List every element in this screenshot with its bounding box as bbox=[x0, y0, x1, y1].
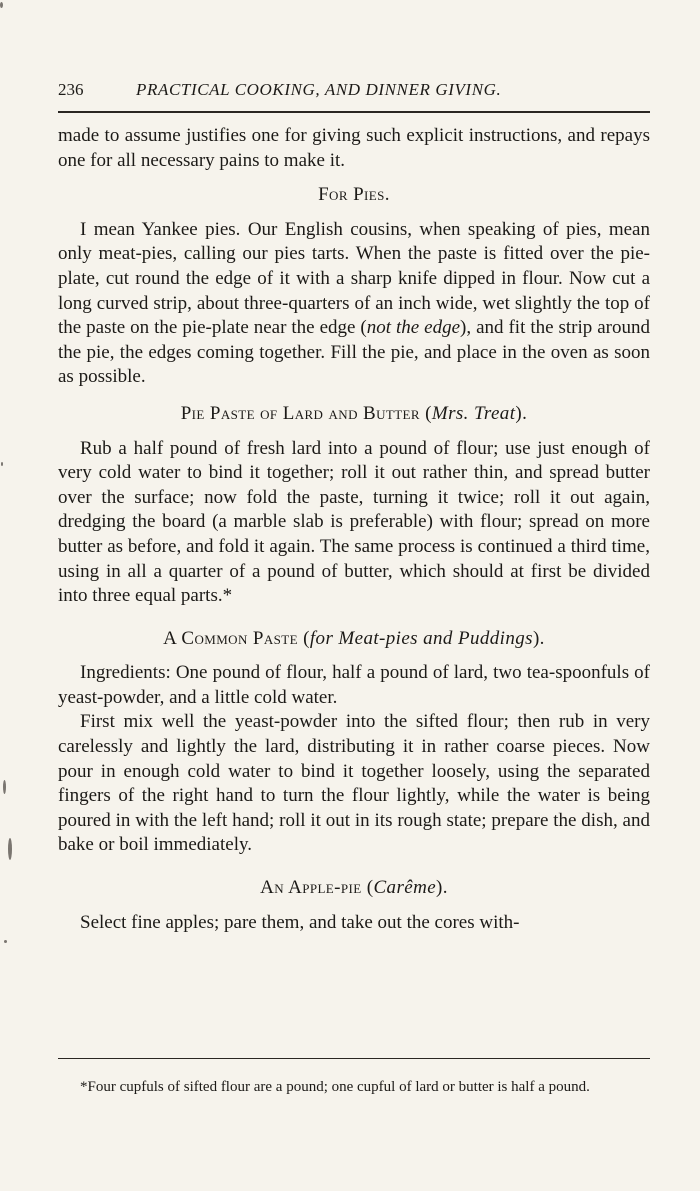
page-number: 236 bbox=[58, 80, 84, 99]
heading-apple-pie bbox=[58, 876, 650, 901]
pies-paragraph bbox=[58, 218, 650, 390]
common-paste-heading-note: for Meat-pies and Puddings bbox=[309, 627, 533, 649]
apple-pie-heading-end: ). bbox=[436, 877, 448, 899]
spacer bbox=[58, 901, 650, 911]
apple-pie-heading-author: Carême bbox=[373, 877, 437, 899]
pies-text: I mean Yankee pies. Our English cousins, when speaking of pies, mean only meat-pies, calling our pies tarts. When the paste is fitted over the pie-plate, cut round the edge of it with a sharp knife dipped in flour. Now cut a long curved strip, about three-quarters of an inch wide, wet slightly the top of the paste on the pie-plate near the edge ( bbox=[58, 218, 650, 339]
scan-speck bbox=[0, 2, 3, 8]
apple-pie-heading-text: An Apple-pie ( bbox=[260, 877, 374, 899]
spacer bbox=[58, 173, 650, 183]
spacer bbox=[58, 208, 650, 218]
heading-common-paste bbox=[58, 627, 650, 652]
lard-butter-heading-end: ). bbox=[515, 402, 528, 424]
spacer bbox=[58, 858, 650, 876]
apple-pie-paragraph: Select fine apples; pare them, and take out the cores with- bbox=[80, 911, 520, 933]
page-body bbox=[58, 124, 650, 935]
scan-speck bbox=[1, 462, 3, 466]
spacer bbox=[58, 609, 650, 627]
heading-for-pies: For Pies. bbox=[318, 184, 390, 206]
scan-speck bbox=[3, 780, 6, 794]
lard-butter-heading-author: Mrs. Treat bbox=[431, 402, 516, 424]
pies-text-end: ), and fit the strip around the pie, the edges coming together. Fill the pie, and place in the oven as soon as possible. bbox=[58, 317, 650, 388]
common-paste-paragraph: First mix well the yeast-powder into the sifted flour; then rub in very carelessly and lightly the lard, distributing it in rather coarse pieces. Now pour in enough cold water to bind it together loosely, using the separated fingers of the right hand to turn the flour lightly, while the water is being poured in with the left hand; roll it out in its rough state; prepare the dish, and bake or boil immediately. bbox=[58, 711, 650, 856]
pies-emphasis: not the edge bbox=[366, 317, 461, 339]
lard-butter-paragraph: Rub a half pound of fresh lard into a pound of flour; use just enough of very cold water to bind it together; roll it out rather thin, and spread butter over the surface; now fold the paste, turning it twice; roll it out again, dredging the board (a marble slab is preferable) with flour; spread on more butter as before, and fold it again. The same process is continued a third time, using in all a quarter of a pound of butter, which should at first be divided into three equal parts.* bbox=[58, 437, 650, 607]
common-paste-heading-end: ). bbox=[532, 627, 545, 649]
spacer bbox=[58, 427, 650, 437]
running-title: PRACTICAL COOKING, AND DINNER GIVING. bbox=[136, 80, 502, 99]
spacer bbox=[58, 390, 650, 402]
footnote: *Four cupfuls of sifted flour are a pound; one cupful of lard or butter is half a pound. bbox=[80, 1079, 590, 1095]
header-rule bbox=[58, 111, 650, 113]
heading-lard-butter bbox=[58, 402, 650, 427]
footnote-rule bbox=[58, 1058, 650, 1059]
scan-speck bbox=[4, 940, 7, 943]
lard-butter-heading-text: Pie Paste of Lard and Butter ( bbox=[180, 402, 432, 424]
intro-paragraph: made to assume justifies one for giving such explicit instructions, and repays one for all necessary pains to make it. bbox=[58, 125, 650, 171]
scan-speck bbox=[8, 838, 12, 860]
ingredients-paragraph: Ingredients: One pound of flour, half a pound of lard, two tea-spoonfuls of yeast-powder, and a little cold water. bbox=[58, 662, 650, 708]
spacer bbox=[58, 651, 650, 661]
common-paste-heading-text: A Common Paste ( bbox=[163, 627, 310, 649]
